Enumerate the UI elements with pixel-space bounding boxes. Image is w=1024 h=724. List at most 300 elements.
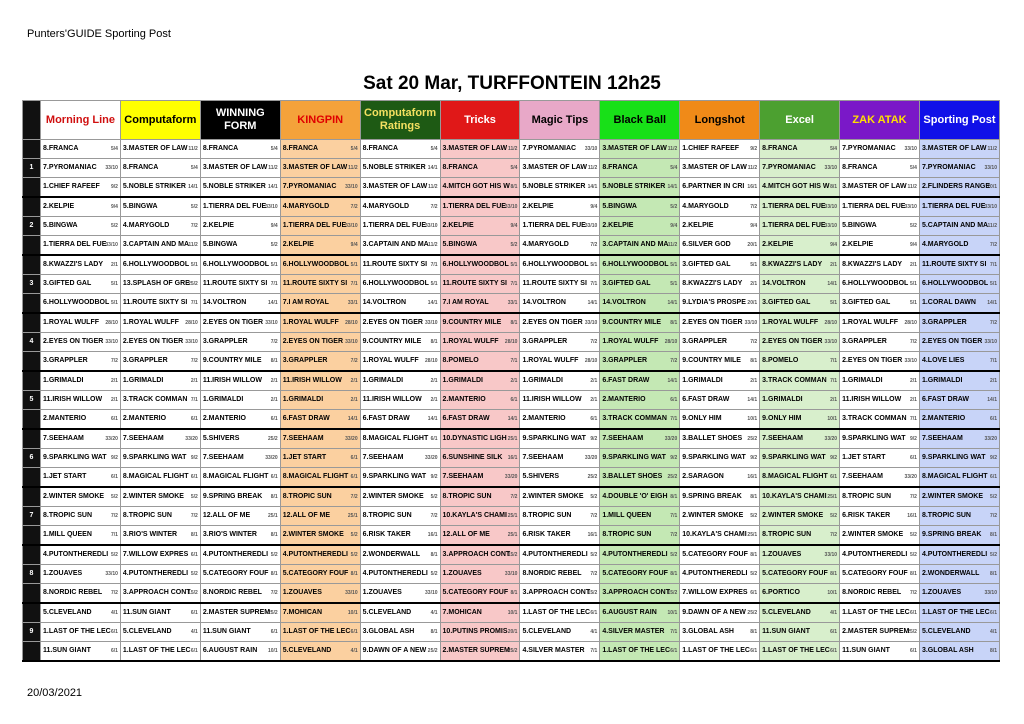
tip-cell xyxy=(120,565,200,584)
tip-horse: 3.GRAPPLER xyxy=(682,338,727,345)
tip-odds: 25/2 xyxy=(267,436,278,442)
tip-horse: 3.APPROACH CONT xyxy=(602,589,671,596)
tip-odds: 5/2 xyxy=(270,552,278,558)
tip-odds: 14/1 xyxy=(747,397,758,403)
tip-odds: 8/1 xyxy=(270,532,278,538)
tip-horse: 5.CATEGORY FOUF xyxy=(762,570,828,577)
tip-cell xyxy=(600,487,680,507)
tip-cell xyxy=(280,236,360,256)
tip-odds: 8/1 xyxy=(990,532,997,538)
tip-odds: 4/1 xyxy=(830,610,838,616)
tip-cell xyxy=(840,487,920,507)
tip-cell xyxy=(41,468,121,488)
tip-cell xyxy=(280,352,360,372)
tip-cell xyxy=(200,159,280,178)
tip-horse: 1.TIERRA DEL FUE xyxy=(522,222,586,229)
tip-cell xyxy=(360,255,440,275)
tip-cell xyxy=(360,197,440,217)
tip-horse: 8.MAGICAL FLIGHT xyxy=(282,473,349,480)
tip-cell xyxy=(600,159,680,178)
tip-cell xyxy=(120,333,200,352)
tip-odds: 6/1 xyxy=(110,648,118,654)
tip-horse: 4.PUTONTHEREDLI xyxy=(602,551,668,558)
tip-horse: 10.DYNASTIC LIGH xyxy=(442,435,507,442)
tips-row xyxy=(23,197,1000,217)
tip-horse: 1.TIERRA DEL FUE xyxy=(362,222,427,229)
tip-odds: 6/1 xyxy=(990,416,997,422)
tip-odds: 7/2 xyxy=(990,242,997,248)
tip-horse: 1.GRIMALDI xyxy=(682,377,723,384)
tip-horse: 4.MARYGOLD xyxy=(362,203,410,210)
tip-odds: 8/1 xyxy=(510,184,518,190)
tip-horse: 1.ROYAL WULFF xyxy=(282,319,339,326)
tip-cell xyxy=(440,294,520,314)
tip-horse: 7.MOHICAN xyxy=(442,609,482,616)
tip-cell xyxy=(919,642,999,662)
tip-cell xyxy=(360,313,440,333)
tip-cell xyxy=(600,449,680,468)
tip-cell xyxy=(919,236,999,256)
tips-row xyxy=(23,313,1000,333)
tip-horse: 1.GRIMALDI xyxy=(43,377,84,384)
tip-odds: 6/1 xyxy=(990,610,997,616)
tip-cell xyxy=(680,159,760,178)
tip-cell xyxy=(680,468,760,488)
tip-horse: 5.CLEVELAND xyxy=(122,628,172,635)
tip-horse: 14.VOLTRON xyxy=(602,299,646,306)
race-number: 3 xyxy=(23,275,41,294)
tip-horse: 2.EYES ON TIGER xyxy=(522,319,583,326)
tip-cell xyxy=(41,275,121,294)
tip-horse: 5.BINGWA xyxy=(122,203,158,210)
tip-horse: 3.GRAPPLER xyxy=(522,338,568,345)
tip-horse: 8.KWAZZI'S LADY xyxy=(682,280,743,287)
tip-odds: 7/1 xyxy=(590,648,598,654)
tip-odds: 5/1 xyxy=(750,262,758,268)
tip-cell xyxy=(360,236,440,256)
tip-odds: 28/10 xyxy=(904,320,917,326)
tip-odds: 7/2 xyxy=(910,339,917,345)
tip-odds: 7/1 xyxy=(990,358,997,364)
tip-odds: 6/1 xyxy=(670,648,678,654)
tip-odds: 28/10 xyxy=(504,339,518,345)
tip-cell xyxy=(840,545,920,565)
tip-cell xyxy=(200,487,280,507)
tips-row xyxy=(23,352,1000,372)
tip-odds: 33/10 xyxy=(185,339,198,345)
tip-cell xyxy=(360,545,440,565)
tip-horse: 11.IRISH WILLOW xyxy=(202,377,262,384)
tip-cell xyxy=(760,333,840,352)
tip-cell xyxy=(120,140,200,159)
tip-cell xyxy=(41,526,121,546)
tip-odds: 7/1 xyxy=(110,532,118,538)
tip-odds: 28/10 xyxy=(425,358,438,364)
tip-horse: 1.CHIEF RAFEEF xyxy=(43,183,100,190)
tip-horse: 1.LAST OF THE LEC xyxy=(282,628,351,635)
tip-horse: 3.GIFTED GAL xyxy=(43,280,92,287)
tips-row xyxy=(23,255,1000,275)
tip-odds: 9/4 xyxy=(510,223,518,229)
tip-odds: 25/1 xyxy=(507,532,518,538)
tip-cell xyxy=(919,429,999,449)
tip-odds: 7/2 xyxy=(110,513,118,519)
tip-cell xyxy=(280,429,360,449)
tip-horse: 7.PYROMANIAC xyxy=(921,164,976,171)
tip-cell xyxy=(280,313,360,333)
race-number: 2 xyxy=(23,217,41,236)
tip-cell xyxy=(360,429,440,449)
tip-horse: 7.SEEHAAM xyxy=(762,435,803,442)
tip-cell xyxy=(120,178,200,198)
tip-cell xyxy=(680,333,760,352)
tip-odds: 5/2 xyxy=(430,494,438,500)
tip-horse: 1.JET START xyxy=(282,454,327,461)
tip-cell xyxy=(200,468,280,488)
tip-odds: 25/2 xyxy=(507,648,518,654)
tip-cell xyxy=(840,623,920,642)
tip-horse: 7.SEEHAAM xyxy=(43,435,84,442)
tip-cell xyxy=(280,197,360,217)
tip-horse: 1.TIERRA DEL FUE xyxy=(921,203,986,210)
tip-horse: 2.EYES ON TIGER xyxy=(202,319,264,326)
tip-horse: 5.BINGWA xyxy=(43,222,78,229)
tip-odds: 8/1 xyxy=(270,494,278,500)
tip-odds: 33/10 xyxy=(265,320,278,326)
tip-cell xyxy=(360,468,440,488)
tip-odds: 5/2 xyxy=(670,204,678,210)
tip-odds: 33/20 xyxy=(425,455,438,461)
tip-cell xyxy=(919,159,999,178)
tip-cell xyxy=(280,217,360,236)
tip-cell xyxy=(680,623,760,642)
tip-odds: 8/1 xyxy=(670,320,678,326)
tip-horse: 5.CATEGORY FOUF xyxy=(682,551,748,558)
tip-cell xyxy=(760,623,840,642)
tip-horse: 9.SPARKLING WAT xyxy=(122,454,187,461)
tip-horse: 1.ZOUAVES xyxy=(43,570,83,577)
tip-odds: 7/1 xyxy=(670,416,678,422)
tip-horse: 14.VOLTRON xyxy=(762,280,806,287)
tip-odds: 9/2 xyxy=(750,146,758,152)
tip-odds: 8/1 xyxy=(830,184,838,190)
tip-odds: 5/4 xyxy=(910,165,917,171)
tip-cell xyxy=(600,140,680,159)
tip-horse: 5.BINGWA xyxy=(842,222,877,229)
tip-odds: 6/1 xyxy=(830,629,838,635)
tip-cell xyxy=(440,429,520,449)
tip-horse: 5.CLEVELAND xyxy=(282,647,332,654)
column-header: Computaform Ratings xyxy=(360,101,440,140)
tip-odds: 5/2 xyxy=(990,552,997,558)
tip-horse: 3.APPROACH CONT xyxy=(522,589,591,596)
tip-cell xyxy=(200,507,280,526)
tips-row xyxy=(23,275,1000,294)
tip-odds: 25/1 xyxy=(347,513,358,519)
tip-horse: 11.ROUTE SIXTY SI xyxy=(522,280,587,287)
column-header: KINGPIN xyxy=(280,101,360,140)
tip-cell xyxy=(919,275,999,294)
tip-odds: 20/1 xyxy=(507,629,518,635)
tip-horse: 3.CAPTAIN AND MA xyxy=(362,241,429,248)
tip-odds: 33/10 xyxy=(345,223,358,229)
tip-odds: 25/1 xyxy=(747,532,758,538)
tip-horse: 11.IRISH WILLOW xyxy=(282,377,342,384)
tip-cell xyxy=(919,352,999,372)
tip-cell xyxy=(520,197,600,217)
tip-horse: 3.GRAPPLER xyxy=(43,357,88,364)
tip-odds: 5/4 xyxy=(830,146,838,152)
tip-odds: 28/10 xyxy=(105,320,118,326)
tip-horse: 1.GRIMALDI xyxy=(202,396,244,403)
tip-horse: 1.LAST OF THE LEC xyxy=(921,609,990,616)
tip-cell xyxy=(520,333,600,352)
tip-horse: 3.TRACK COMMAN xyxy=(762,377,827,384)
tip-odds: 11/2 xyxy=(747,165,758,171)
race-number xyxy=(23,468,41,488)
tip-horse: 5.SHIVERS xyxy=(202,435,240,442)
tip-cell xyxy=(440,584,520,604)
tip-cell xyxy=(760,255,840,275)
tip-horse: 6.RISK TAKER xyxy=(362,531,411,538)
tip-odds: 33/10 xyxy=(824,223,838,229)
tip-odds: 25/2 xyxy=(907,629,917,635)
tip-odds: 6/1 xyxy=(190,610,198,616)
tip-odds: 8/1 xyxy=(510,320,518,326)
tip-horse: 7.PYROMANIAC xyxy=(762,164,816,171)
tip-horse: 2.MANTERIO xyxy=(602,396,646,403)
column-header: Tricks xyxy=(440,101,520,140)
tip-cell xyxy=(280,565,360,584)
column-header: Sporting Post xyxy=(919,101,999,140)
tip-cell xyxy=(600,507,680,526)
tip-horse: 4.MARYGOLD xyxy=(122,222,170,229)
race-number xyxy=(23,236,41,256)
tip-odds: 2/1 xyxy=(350,397,358,403)
tip-cell xyxy=(600,275,680,294)
tip-horse: 1.ZOUAVES xyxy=(362,589,402,596)
race-number: 9 xyxy=(23,623,41,642)
tip-odds: 5/4 xyxy=(110,146,118,152)
tip-odds: 5/2 xyxy=(990,494,997,500)
tip-cell xyxy=(520,391,600,410)
tip-cell xyxy=(520,217,600,236)
tip-cell xyxy=(520,352,600,372)
tip-horse: 3.TRACK COMMAN xyxy=(842,415,907,422)
tip-cell xyxy=(919,217,999,236)
tip-cell xyxy=(120,507,200,526)
tip-horse: 1.MILL QUEEN xyxy=(602,512,652,519)
tip-cell xyxy=(440,410,520,430)
tip-odds: 33/20 xyxy=(265,455,278,461)
tip-odds: 6/1 xyxy=(750,590,758,596)
tip-cell xyxy=(200,410,280,430)
tip-horse: 11.SUN GIANT xyxy=(202,628,251,635)
tip-horse: 11.ROUTE SIXTY SI xyxy=(122,299,188,306)
tip-horse: 10.KAYLA'S CHAMI xyxy=(442,512,507,519)
tip-cell xyxy=(760,565,840,584)
tip-cell xyxy=(600,565,680,584)
tip-horse: 10.PUTINS PROMIS xyxy=(442,628,508,635)
tip-cell xyxy=(520,236,600,256)
tips-row xyxy=(23,159,1000,178)
tip-cell xyxy=(760,584,840,604)
tip-odds: 5/2 xyxy=(350,552,358,558)
tip-odds: 16/1 xyxy=(747,474,758,480)
tip-horse: 8.POMELO xyxy=(442,357,479,364)
tip-odds: 6/1 xyxy=(110,629,118,635)
tip-odds: 8/1 xyxy=(750,494,758,500)
tip-horse: 3.MASTER OF LAW xyxy=(202,164,268,171)
tip-cell xyxy=(600,429,680,449)
tip-cell xyxy=(360,371,440,391)
tip-cell xyxy=(919,391,999,410)
tip-odds: 9/4 xyxy=(670,223,678,229)
tip-horse: 2.MANTERIO xyxy=(442,396,486,403)
tip-cell xyxy=(919,487,999,507)
tip-horse: 2.WINTER SMOKE xyxy=(282,531,344,538)
tip-odds: 14/1 xyxy=(587,300,598,306)
tip-horse: 3.GLOBAL ASH xyxy=(682,628,734,635)
tip-horse: 7.SEEHAAM xyxy=(602,435,644,442)
tip-odds: 33/10 xyxy=(105,242,118,248)
tip-cell xyxy=(200,642,280,662)
tip-horse: 4.PUTONTHEREDLI xyxy=(122,570,189,577)
tip-odds: 5/2 xyxy=(190,571,198,577)
tip-odds: 6/1 xyxy=(110,416,118,422)
tip-odds: 5/1 xyxy=(190,262,198,268)
tip-cell xyxy=(41,294,121,314)
tip-cell xyxy=(360,352,440,372)
tip-odds: 7/1 xyxy=(510,358,518,364)
tip-cell xyxy=(120,623,200,642)
tip-horse: 8.TROPIC SUN xyxy=(442,493,492,500)
tip-cell xyxy=(200,197,280,217)
tip-odds: 2/1 xyxy=(350,378,358,384)
tip-horse: 1.GRIMALDI xyxy=(282,396,324,403)
tip-cell xyxy=(840,236,920,256)
tip-odds: 14/1 xyxy=(667,300,678,306)
tip-odds: 5/2 xyxy=(910,223,917,229)
race-number xyxy=(23,410,41,430)
tip-cell xyxy=(600,197,680,217)
tip-cell xyxy=(200,603,280,623)
tip-cell xyxy=(360,603,440,623)
tip-cell xyxy=(200,294,280,314)
race-number xyxy=(23,313,41,333)
tip-horse: 8.MAGICAL FLIGHT xyxy=(762,473,828,480)
tips-row xyxy=(23,217,1000,236)
tip-horse: 5.CLEVELAND xyxy=(43,609,92,616)
tip-horse: 1.TIERRA DEL FUE xyxy=(842,203,906,210)
tip-odds: 7/1 xyxy=(830,358,838,364)
tip-odds: 5/2 xyxy=(270,242,278,248)
tip-odds: 33/10 xyxy=(425,590,438,596)
tip-odds: 8/1 xyxy=(830,571,838,577)
tip-cell xyxy=(680,507,760,526)
tip-cell xyxy=(360,526,440,546)
tip-odds: 5/2 xyxy=(110,494,118,500)
tip-cell xyxy=(440,352,520,372)
tip-horse: 1.ZOUAVES xyxy=(762,551,802,558)
tip-odds: 28/10 xyxy=(664,339,678,345)
tip-horse: 1.ROYAL WULFF xyxy=(842,319,899,326)
tip-odds: 7/1 xyxy=(670,629,678,635)
tip-odds: 33/10 xyxy=(345,184,358,190)
race-number xyxy=(23,429,41,449)
tip-horse: 3.TRACK COMMAN xyxy=(122,396,188,403)
tip-horse: 2.WINTER SMOKE xyxy=(522,493,584,500)
tip-odds: 9/4 xyxy=(830,242,838,248)
tip-odds: 9/2 xyxy=(190,455,198,461)
tip-cell xyxy=(280,603,360,623)
tip-horse: 1.LAST OF THE LEC xyxy=(842,609,910,616)
tip-cell xyxy=(520,178,600,198)
tip-odds: 7/2 xyxy=(110,358,118,364)
tip-cell xyxy=(41,178,121,198)
tip-odds: 2/1 xyxy=(910,378,917,384)
tip-cell xyxy=(120,371,200,391)
tip-cell xyxy=(360,333,440,352)
tip-odds: 11/2 xyxy=(188,242,198,248)
tip-cell xyxy=(440,507,520,526)
tip-cell xyxy=(360,449,440,468)
tip-odds: 4/1 xyxy=(350,648,358,654)
race-number: 6 xyxy=(23,449,41,468)
tip-cell xyxy=(120,217,200,236)
tip-odds: 5/4 xyxy=(510,165,518,171)
tip-cell xyxy=(280,507,360,526)
tip-horse: 6.FAST DRAW xyxy=(362,415,410,422)
tip-horse: 5.CLEVELAND xyxy=(522,628,572,635)
tip-odds: 2/1 xyxy=(830,262,838,268)
tip-cell xyxy=(919,197,999,217)
tip-horse: 5.BINGWA xyxy=(602,203,637,210)
tip-odds: 4/1 xyxy=(190,629,198,635)
tip-odds: 8/1 xyxy=(430,339,438,345)
tip-cell xyxy=(919,255,999,275)
tip-cell xyxy=(520,623,600,642)
tips-row xyxy=(23,468,1000,488)
tip-horse: 7.SEEHAAM xyxy=(842,473,883,480)
tip-cell xyxy=(440,468,520,488)
tip-horse: 2.MANTERIO xyxy=(921,415,966,422)
tip-cell xyxy=(520,140,600,159)
tip-cell xyxy=(840,391,920,410)
tip-horse: 7.PYROMANIAC xyxy=(282,183,337,190)
tip-cell xyxy=(440,140,520,159)
tip-cell xyxy=(41,255,121,275)
tip-odds: 5/4 xyxy=(190,165,198,171)
tip-horse: 2.MANTERIO xyxy=(522,415,566,422)
tip-horse: 1.CORAL DAWN xyxy=(921,299,976,306)
tip-cell xyxy=(280,449,360,468)
tip-odds: 14/1 xyxy=(267,184,278,190)
tip-horse: 7.SEEHAAM xyxy=(122,435,164,442)
tip-odds: 8/1 xyxy=(750,552,758,558)
tip-horse: 7.I AM ROYAL xyxy=(442,299,489,306)
column-header: Longshot xyxy=(680,101,760,140)
tip-horse: 8.NORDIC REBEL xyxy=(202,589,262,596)
tip-horse: 2.KELPIE xyxy=(762,241,794,248)
tip-horse: 11.SUN GIANT xyxy=(842,647,890,654)
tip-cell xyxy=(280,526,360,546)
tip-cell xyxy=(919,603,999,623)
tip-odds: 7/2 xyxy=(990,320,997,326)
tip-cell xyxy=(680,140,760,159)
tip-cell xyxy=(41,507,121,526)
tip-odds: 2/1 xyxy=(110,378,118,384)
